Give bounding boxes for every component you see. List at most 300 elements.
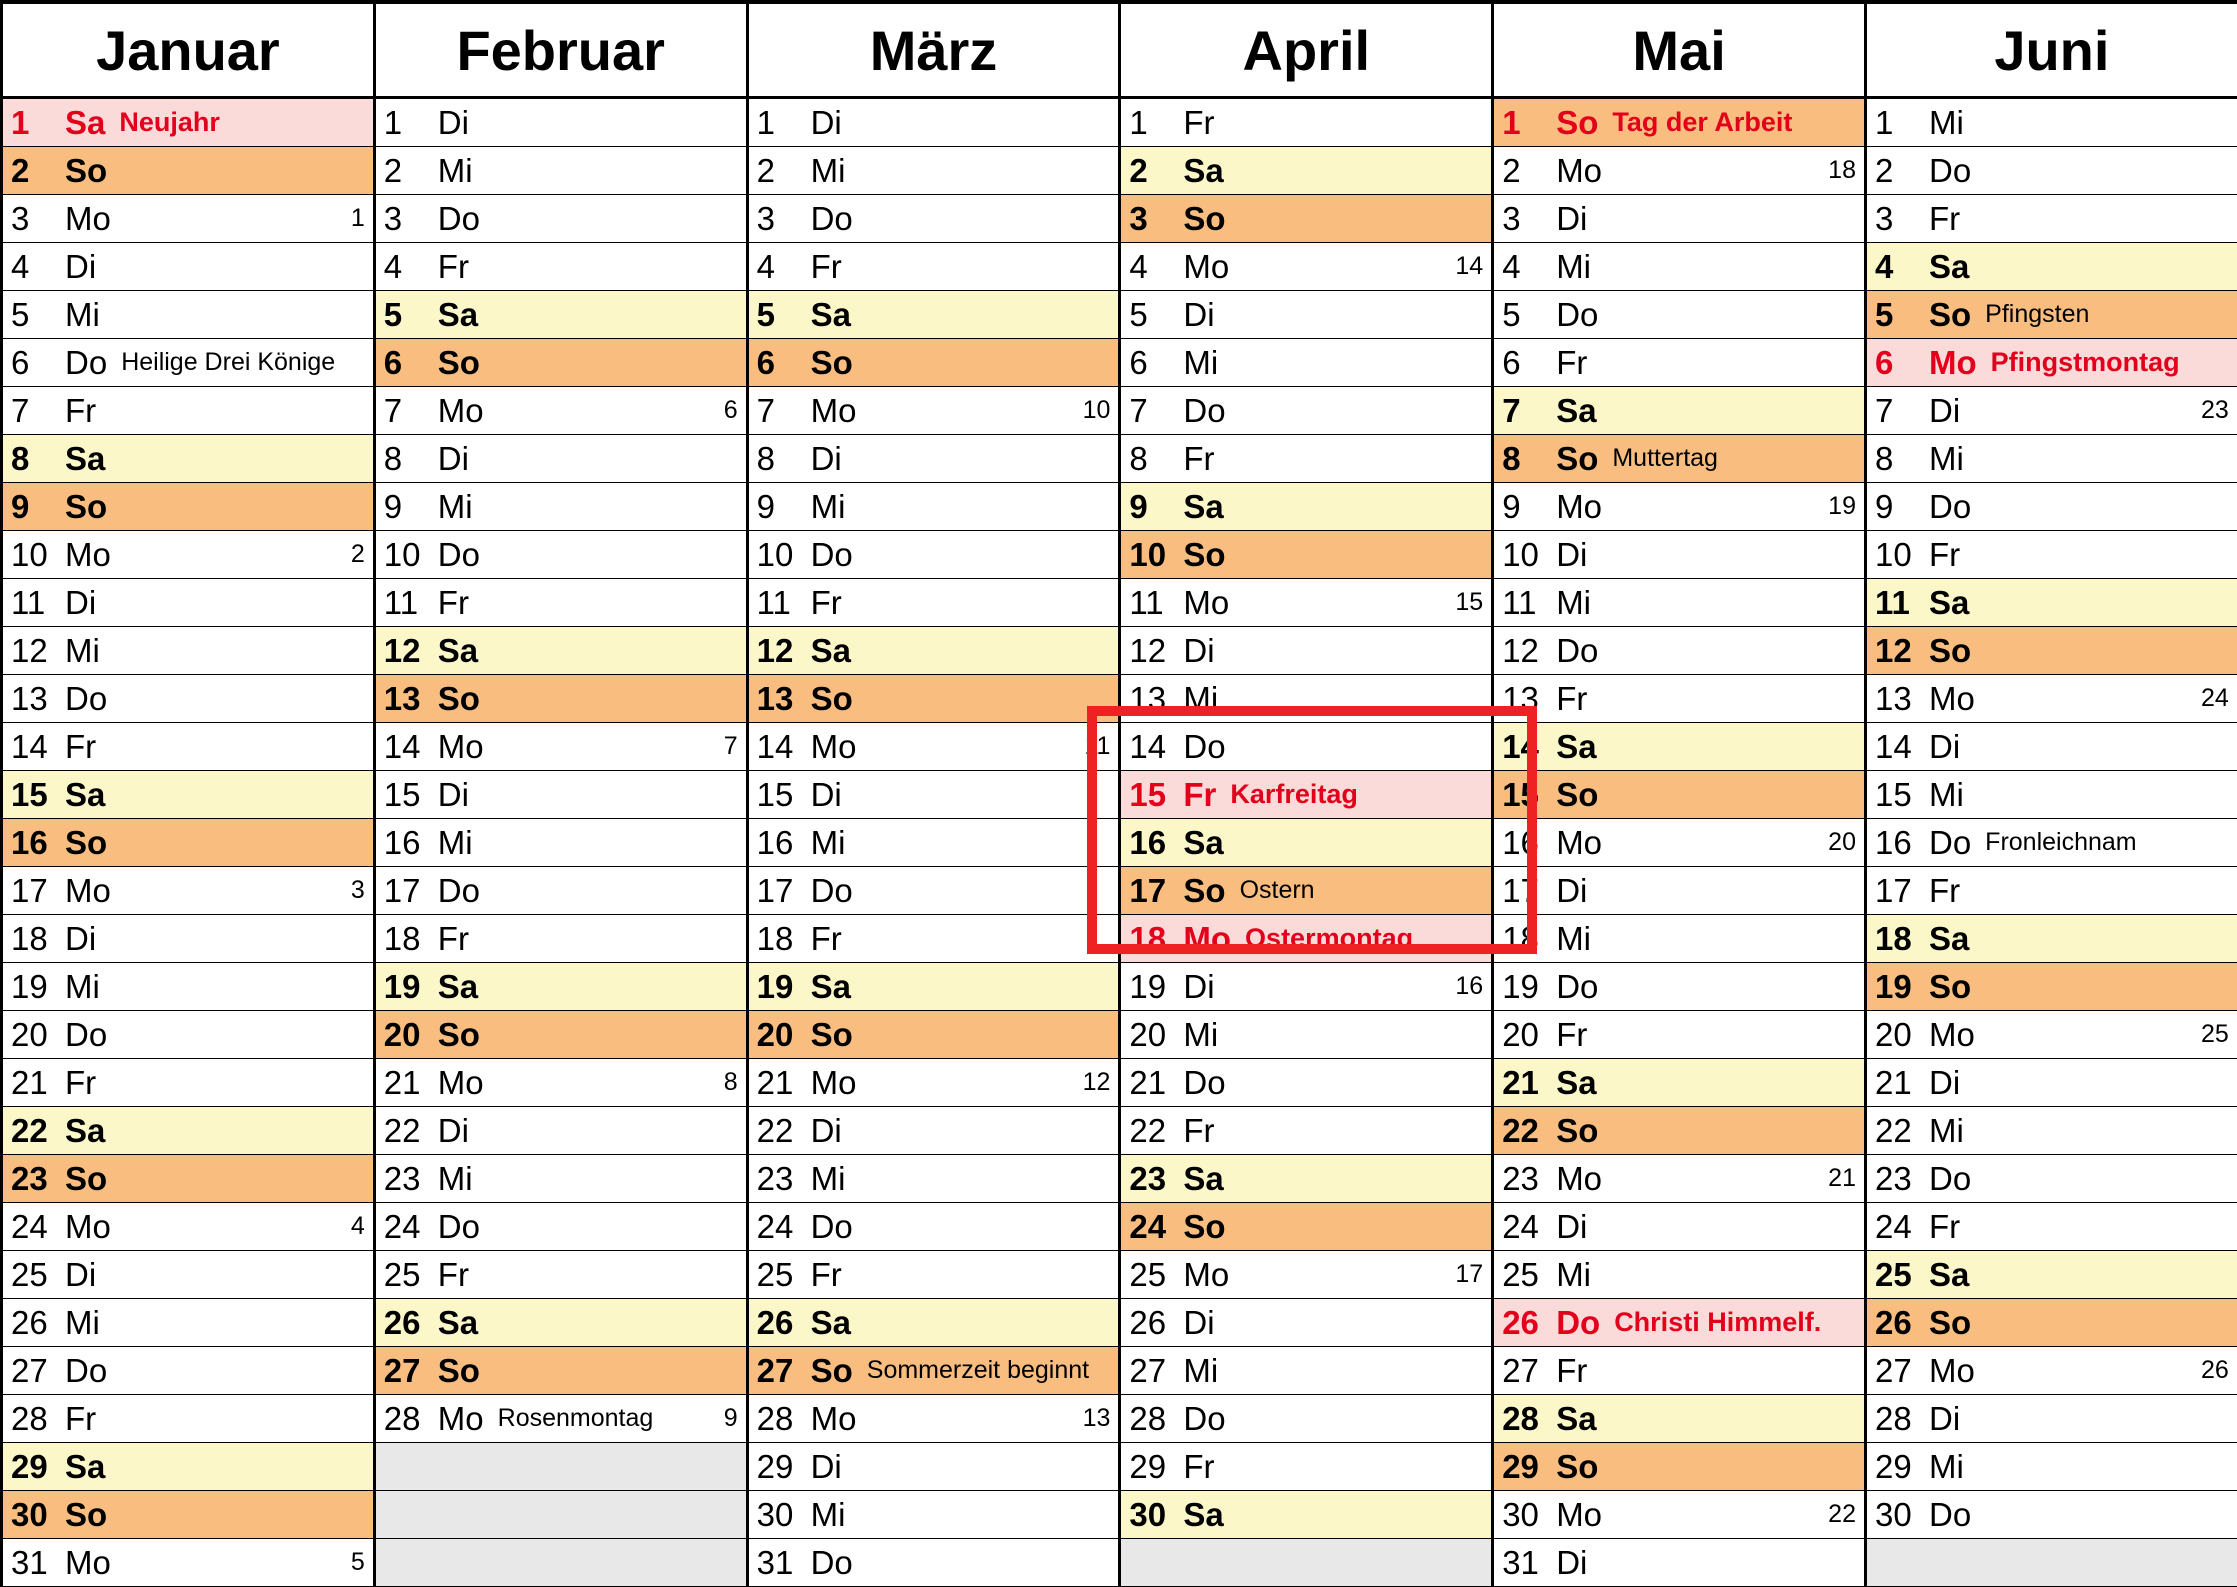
day-cell[interactable] [1120,243,1493,291]
day-number: 20 [757,1016,803,1054]
day-cell[interactable] [1493,627,1866,675]
day-cell[interactable] [1120,963,1493,1011]
day-cell[interactable] [747,1299,1120,1347]
day-cell[interactable] [1865,1491,2237,1539]
day-cell[interactable] [2,627,375,675]
day-number: 3 [11,200,57,238]
day-weekday: Do [1556,968,1598,1006]
day-number: 20 [384,1016,430,1054]
day-cell[interactable] [1865,627,2237,675]
day-cell[interactable] [1493,531,1866,579]
day-cell[interactable] [2,915,375,963]
day-note: Heilige Drei Könige [121,348,335,377]
day-cell[interactable] [1865,771,2237,819]
day-cell[interactable] [374,579,747,627]
day-cell[interactable] [1493,435,1866,483]
day-weekday: So [1556,440,1598,478]
day-cell[interactable] [1493,675,1866,723]
day-cell[interactable] [2,98,375,147]
day-number: 27 [11,1352,57,1390]
day-cell[interactable] [747,579,1120,627]
day-cell[interactable] [1493,1155,1866,1203]
day-cell[interactable] [1493,579,1866,627]
day-cell[interactable] [747,1491,1120,1539]
day-cell[interactable] [2,1491,375,1539]
day-number: 11 [757,584,803,622]
day-cell[interactable] [1493,339,1866,387]
day-cell[interactable] [374,1203,747,1251]
day-cell[interactable] [1493,291,1866,339]
day-cell[interactable] [374,675,747,723]
day-weekday: Do [65,680,107,718]
day-cell[interactable] [747,195,1120,243]
day-cell[interactable] [1493,1347,1866,1395]
day-cell[interactable] [1120,339,1493,387]
day-cell[interactable] [1865,1011,2237,1059]
day-cell[interactable] [1493,1107,1866,1155]
day-cell[interactable] [747,1155,1120,1203]
calendar-week-row [2,1299,2237,1347]
day-cell[interactable] [2,1299,375,1347]
day-cell[interactable] [1865,1155,2237,1203]
day-cell[interactable] [1865,819,2237,867]
day-number: 11 [1502,584,1548,622]
day-cell[interactable] [1120,435,1493,483]
day-number: 10 [757,536,803,574]
day-cell[interactable] [1865,435,2237,483]
day-weekday: Do [1929,824,1971,862]
day-number: 31 [11,1544,57,1582]
day-cell[interactable] [374,1395,747,1443]
day-cell[interactable] [1120,1395,1493,1443]
day-cell[interactable] [374,723,747,771]
day-cell-empty [374,1539,747,1587]
day-cell[interactable] [1865,195,2237,243]
day-cell[interactable] [747,1107,1120,1155]
day-cell[interactable] [747,1203,1120,1251]
day-cell[interactable] [1120,1203,1493,1251]
day-weekday: Do [438,1208,480,1246]
day-weekday: So [65,152,107,190]
month-title-juni: Juni [1865,2,2237,98]
day-cell[interactable] [2,1539,375,1587]
calendar-week-row [2,1539,2237,1587]
day-cell[interactable] [1865,147,2237,195]
day-cell-empty [374,1491,747,1539]
day-cell[interactable] [1865,1395,2237,1443]
day-weekday: Mo [811,1064,857,1102]
day-cell[interactable] [374,963,747,1011]
day-number: 27 [384,1352,430,1390]
day-number: 24 [384,1208,430,1246]
day-cell[interactable] [747,867,1120,915]
day-cell[interactable] [1493,963,1866,1011]
day-number: 16 [384,824,430,862]
week-number: 10 [1083,396,1113,425]
day-cell[interactable] [1865,1347,2237,1395]
day-cell[interactable] [1120,1011,1493,1059]
day-note: Tag der Arbeit [1612,107,1792,138]
day-cell[interactable] [2,675,375,723]
day-cell[interactable] [2,243,375,291]
day-number: 26 [1875,1304,1921,1342]
day-cell[interactable] [2,771,375,819]
day-weekday: Di [1183,1304,1214,1342]
day-number: 2 [11,152,57,190]
day-cell[interactable] [1120,771,1493,819]
day-cell[interactable] [374,98,747,147]
day-cell[interactable] [1120,579,1493,627]
day-number: 14 [757,728,803,766]
day-cell[interactable] [2,339,375,387]
day-cell[interactable] [747,771,1120,819]
calendar-week-row [2,243,2237,291]
day-number: 27 [1129,1352,1175,1390]
day-cell[interactable] [374,483,747,531]
day-cell[interactable] [374,387,747,435]
day-cell[interactable] [2,1395,375,1443]
day-cell[interactable] [1120,483,1493,531]
day-cell[interactable] [1493,1299,1866,1347]
calendar-week-row [2,723,2237,771]
day-cell[interactable] [2,291,375,339]
day-number: 11 [1129,584,1175,622]
day-cell[interactable] [1865,675,2237,723]
day-cell[interactable] [2,963,375,1011]
day-cell[interactable] [747,1395,1120,1443]
day-weekday: So [1556,776,1598,814]
day-cell[interactable] [1493,1443,1866,1491]
day-cell[interactable] [1865,723,2237,771]
day-cell[interactable] [1120,1059,1493,1107]
day-number: 6 [384,344,430,382]
day-cell[interactable] [1120,675,1493,723]
day-weekday: Sa [1929,920,1969,958]
day-cell[interactable] [1493,1203,1866,1251]
day-cell[interactable] [1120,1347,1493,1395]
day-cell[interactable] [1120,291,1493,339]
day-weekday: Mi [1183,1352,1218,1390]
day-cell[interactable] [374,627,747,675]
day-number: 10 [384,536,430,574]
day-cell[interactable] [747,627,1120,675]
day-weekday: Mi [1556,584,1591,622]
day-weekday: Do [1929,152,1971,190]
day-weekday: Fr [1556,1016,1587,1054]
day-weekday: Mi [1929,1112,1964,1150]
day-number: 17 [11,872,57,910]
day-weekday: Fr [1183,440,1214,478]
day-number: 9 [757,488,803,526]
day-weekday: Mi [1183,680,1218,718]
day-cell[interactable] [2,147,375,195]
day-cell[interactable] [1865,339,2237,387]
day-cell[interactable] [747,339,1120,387]
day-cell[interactable] [747,915,1120,963]
day-cell[interactable] [2,1107,375,1155]
day-cell[interactable] [374,243,747,291]
day-cell[interactable] [1120,627,1493,675]
day-cell[interactable] [1493,483,1866,531]
day-weekday: Mo [438,728,484,766]
day-cell[interactable] [1493,915,1866,963]
calendar-week-row [2,1155,2237,1203]
day-cell[interactable] [2,1443,375,1491]
day-cell[interactable] [2,723,375,771]
day-cell[interactable] [374,1251,747,1299]
day-cell[interactable] [1865,483,2237,531]
day-cell[interactable] [2,1251,375,1299]
day-cell[interactable] [374,1107,747,1155]
day-cell[interactable] [747,1443,1120,1491]
day-weekday: Sa [1183,1160,1223,1198]
day-cell[interactable] [1865,867,2237,915]
day-cell[interactable] [1865,1251,2237,1299]
day-weekday: Mo [65,200,111,238]
day-number: 5 [1875,296,1921,334]
day-number: 16 [1129,824,1175,862]
day-cell[interactable] [1493,867,1866,915]
day-weekday: Di [1183,968,1214,1006]
day-cell[interactable] [1493,1059,1866,1107]
day-cell[interactable] [1493,723,1866,771]
week-number: 3 [351,876,367,905]
day-cell[interactable] [374,1011,747,1059]
day-cell[interactable] [747,243,1120,291]
day-cell[interactable] [1120,723,1493,771]
day-cell[interactable] [747,1059,1120,1107]
week-number: 16 [1455,972,1485,1001]
day-weekday: Fr [65,728,96,766]
day-cell[interactable] [747,1251,1120,1299]
day-cell[interactable] [1865,243,2237,291]
day-cell[interactable] [747,98,1120,147]
day-cell[interactable] [374,1059,747,1107]
day-weekday: Mi [438,152,473,190]
calendar-week-row [2,387,2237,435]
day-cell[interactable] [374,1347,747,1395]
day-weekday: Fr [438,248,469,286]
week-number: 18 [1828,156,1858,185]
day-cell[interactable] [1493,1395,1866,1443]
day-weekday: Sa [1929,248,1969,286]
day-weekday: Mi [438,488,473,526]
day-cell[interactable] [2,579,375,627]
day-cell[interactable] [2,819,375,867]
day-cell[interactable] [1120,98,1493,147]
day-cell[interactable] [2,483,375,531]
day-weekday: Fr [1929,1208,1960,1246]
day-cell[interactable] [374,435,747,483]
day-cell[interactable] [1120,867,1493,915]
day-cell[interactable] [374,147,747,195]
day-number: 8 [757,440,803,478]
day-cell[interactable] [1865,1203,2237,1251]
day-number: 30 [1502,1496,1548,1534]
day-number: 1 [1502,104,1548,142]
day-cell[interactable] [1493,387,1866,435]
day-cell[interactable] [747,723,1120,771]
day-weekday: So [1929,968,1971,1006]
day-cell[interactable] [747,435,1120,483]
calendar-week-row [2,1011,2237,1059]
day-cell[interactable] [2,435,375,483]
calendar-body [2,98,2237,1587]
day-cell[interactable] [1865,291,2237,339]
day-cell[interactable] [1493,1251,1866,1299]
day-number: 29 [1129,1448,1175,1486]
day-cell[interactable] [1493,1539,1866,1587]
day-cell[interactable] [1120,1491,1493,1539]
day-number: 14 [384,728,430,766]
day-cell[interactable] [1865,579,2237,627]
day-cell[interactable] [1120,1107,1493,1155]
day-cell[interactable] [1120,1155,1493,1203]
day-cell[interactable] [1493,98,1866,147]
day-weekday: So [65,1496,107,1534]
day-cell[interactable] [747,1347,1120,1395]
day-cell[interactable] [374,915,747,963]
day-number: 1 [757,104,803,142]
day-cell[interactable] [1120,531,1493,579]
day-cell[interactable] [374,771,747,819]
day-cell[interactable] [374,867,747,915]
day-cell[interactable] [1865,98,2237,147]
day-cell[interactable] [1865,1443,2237,1491]
day-cell[interactable] [1493,195,1866,243]
day-cell[interactable] [1120,819,1493,867]
day-weekday: Sa [811,296,851,334]
day-cell[interactable] [2,387,375,435]
day-cell[interactable] [1493,243,1866,291]
day-number: 24 [1875,1208,1921,1246]
day-cell[interactable] [747,1011,1120,1059]
day-weekday: Di [1929,1064,1960,1102]
day-cell[interactable] [2,195,375,243]
day-cell[interactable] [747,531,1120,579]
day-note: Karfreitag [1230,779,1358,810]
day-cell[interactable] [1865,1107,2237,1155]
day-cell[interactable] [2,1203,375,1251]
day-cell[interactable] [1865,963,2237,1011]
day-cell[interactable] [1865,531,2237,579]
day-weekday: Fr [65,1064,96,1102]
day-cell[interactable] [1120,387,1493,435]
day-cell[interactable] [374,1155,747,1203]
day-number: 21 [1502,1064,1548,1102]
day-cell[interactable] [2,1347,375,1395]
day-weekday: Sa [65,776,105,814]
day-cell[interactable] [374,1299,747,1347]
day-weekday: So [1183,872,1225,910]
day-cell[interactable] [747,1539,1120,1587]
day-number: 2 [384,152,430,190]
day-cell[interactable] [2,1059,375,1107]
day-weekday: Sa [1929,1256,1969,1294]
day-number: 22 [11,1112,57,1150]
day-number: 5 [11,296,57,334]
day-cell[interactable] [1120,1443,1493,1491]
day-cell[interactable] [1120,1299,1493,1347]
day-number: 23 [757,1160,803,1198]
day-cell[interactable] [747,483,1120,531]
day-weekday: Sa [1929,584,1969,622]
day-number: 7 [11,392,57,430]
day-weekday: Di [1556,872,1587,910]
day-number: 10 [1129,536,1175,574]
calendar-week-row [2,1491,2237,1539]
day-weekday: Mi [1556,1256,1591,1294]
week-number: 23 [2201,396,2231,425]
day-cell[interactable] [1493,1011,1866,1059]
day-cell[interactable] [2,867,375,915]
day-cell[interactable] [374,195,747,243]
day-cell[interactable] [1493,819,1866,867]
day-cell[interactable] [2,531,375,579]
calendar-week-row [2,483,2237,531]
day-cell[interactable] [1865,915,2237,963]
day-cell[interactable] [1865,1299,2237,1347]
day-weekday: Di [438,440,469,478]
day-number: 13 [384,680,430,718]
day-number: 21 [1875,1064,1921,1102]
day-cell[interactable] [374,339,747,387]
day-number: 16 [1502,824,1548,862]
day-number: 9 [11,488,57,526]
day-number: 3 [384,200,430,238]
day-cell[interactable] [747,147,1120,195]
day-cell[interactable] [1493,1491,1866,1539]
day-weekday: Mo [1556,1496,1602,1534]
day-weekday: Di [811,104,842,142]
day-weekday: Di [1556,536,1587,574]
day-cell[interactable] [1865,1059,2237,1107]
day-cell[interactable] [747,291,1120,339]
month-header-row [2,2,2237,98]
day-weekday: Fr [438,1256,469,1294]
calendar-week-row [2,915,2237,963]
day-cell[interactable] [374,291,747,339]
day-cell[interactable] [747,387,1120,435]
day-number: 28 [384,1400,430,1438]
day-cell[interactable] [747,675,1120,723]
day-cell[interactable] [747,819,1120,867]
week-number: 11 [1084,732,1112,761]
day-cell[interactable] [747,963,1120,1011]
day-cell[interactable] [1493,771,1866,819]
day-cell[interactable] [374,531,747,579]
day-cell[interactable] [2,1011,375,1059]
week-number: 15 [1455,588,1485,617]
day-cell[interactable] [1120,915,1493,963]
day-cell[interactable] [1120,147,1493,195]
day-number: 28 [11,1400,57,1438]
day-number: 25 [384,1256,430,1294]
day-cell[interactable] [1493,147,1866,195]
day-number: 18 [1129,920,1175,958]
day-number: 17 [757,872,803,910]
day-cell[interactable] [374,819,747,867]
day-weekday: Mo [1183,1256,1229,1294]
day-cell[interactable] [1120,195,1493,243]
day-weekday: Mi [811,152,846,190]
day-cell[interactable] [1865,387,2237,435]
day-cell[interactable] [2,1155,375,1203]
day-cell[interactable] [1120,1251,1493,1299]
day-weekday: Di [1929,392,1960,430]
day-weekday: Do [438,872,480,910]
day-number: 20 [1502,1016,1548,1054]
